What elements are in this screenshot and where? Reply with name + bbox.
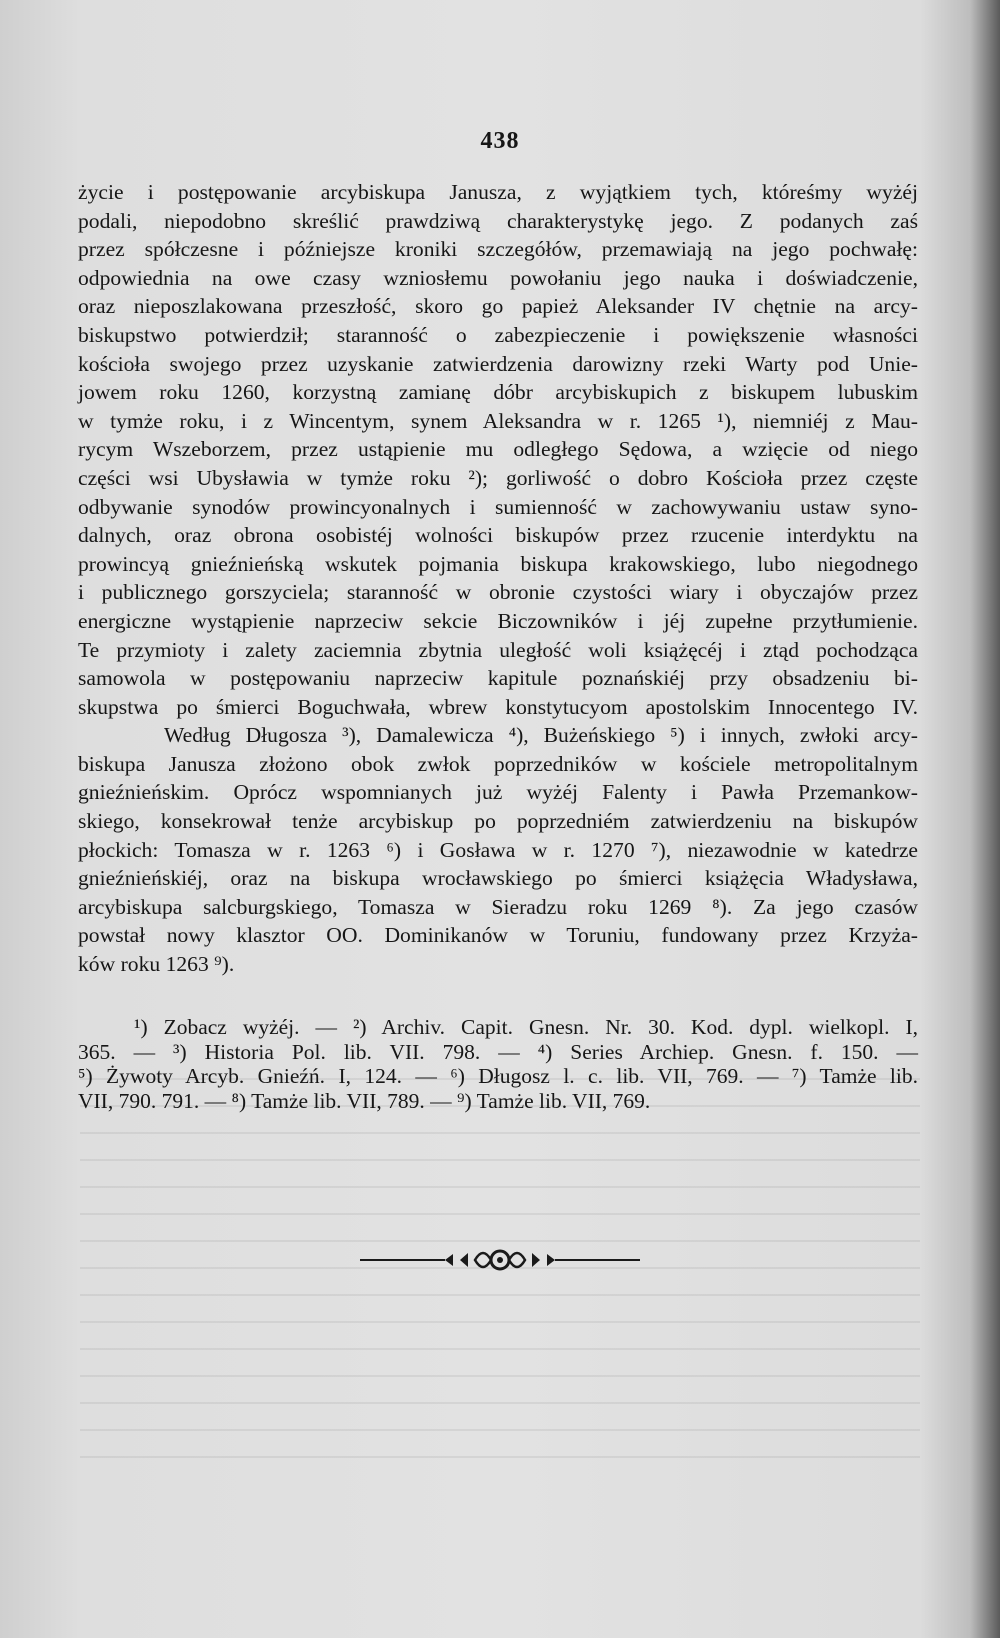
text-line: przez spółczesne i późniejsze kroniki szczegółów, przemawiają na jego pochwałę:: [78, 237, 918, 262]
text-line: podali, niepodobno skreślić prawdziwą charakterystykę jego. Z podanych zaś: [78, 208, 918, 233]
text-line: w tymże roku, i z Wincentym, synem Aleksandra w r. 1265 ¹), niemniéj z Mau-: [78, 408, 918, 433]
footnote-line: ⁵) Żywoty Arcyb. Gnieźń. I, 124. — ⁶) Długosz l. c. lib. VII, 769. — ⁷) Tamże lib.: [78, 1064, 918, 1088]
text-line: Według Długosza ³), Damalewicza ⁴), Bużeńskiego ⁵) i innych, zwłoki arcy-: [164, 723, 918, 748]
text-line: skupstwa po śmierci Boguchwała, wbrew konstytucyom apostolskim Innocentego IV.: [78, 694, 918, 719]
text-line: skiego, konsekrował tenże arcybiskup po poprzedniém zatwierdzeniu na biskupów: [78, 809, 918, 834]
text-line: biskupstwo potwierdził; staranność o zabezpieczenie i powiększenie własności: [78, 322, 918, 347]
footnote-line: VII, 790. 791. — ⁸) Tamże lib. VII, 789. — ⁹) Tamże lib. VII, 769.: [78, 1088, 651, 1113]
text-line: części wsi Ubysławia w tymże roku ²); gorliwość o dobro Kościoła przez częste: [78, 465, 918, 490]
text-line: życie i postępowanie arcybiskupa Janusza, z wyjątkiem tych, któreśmy wyżéj: [78, 180, 918, 204]
footnote-line: ¹) Zobacz wyżéj. — ²) Archiv. Capit. Gnesn. Nr. 30. Kod. dypl. wielkopl. I,: [134, 1015, 918, 1039]
page-number: 438: [480, 128, 520, 154]
text-line: powstał nowy klasztor OO. Dominikanów w Toruniu, fundowany przez Krzyża-: [78, 923, 918, 948]
text-line: dalnych, oraz obrona osobistéj wolności biskupów przez rzucenie interdyktu na: [78, 523, 918, 548]
text-line: kościoła swojego przez uzyskanie zatwierdzenia darowizny rzeki Warty pod Unie-: [78, 351, 918, 376]
text-line: biskupa Janusza złożono obok zwłok poprzedników w kościele metropolitalnym: [78, 751, 918, 776]
text-line: arcybiskupa salcburgskiego, Tomasza w Sieradzu roku 1269 ⁸). Za jego czasów: [78, 894, 918, 919]
text-line: samowola w postępowaniu naprzeciw kapitule poznańskiéj przy obsadzeniu bi-: [78, 666, 918, 691]
main-text: [78, 178, 918, 979]
text-line: energiczne wystąpienie naprzeciw sekcie Biczowników i jéj zupełne przytłumienie.: [78, 608, 918, 633]
text-line: Te przymioty i zalety zaciemnia zbytnia uległość woli książęcéj i ztąd pochodząca: [78, 637, 918, 662]
ornament-divider: [0, 1240, 1000, 1285]
text-line: rycym Wszeborzem, przez ustąpienie mu odległego Sędowa, a wzięcie od niego: [78, 437, 918, 462]
text-line: gnieźnieńskim. Oprócz wspomnianych już wyżéj Falenty i Pawła Przemankow-: [78, 780, 918, 805]
text-line: odpowiednia na owe czasy wzniosłemu powołaniu jego nauka i doświadczenie,: [78, 265, 918, 290]
text-line: odbywanie synodów prowincyonalnych i sumienność w zachowywaniu ustaw syno-: [78, 494, 918, 519]
footnotes: [78, 1015, 918, 1113]
text-line: prowincyą gnieźnieńską wskutek pojmania biskupa krakowskiego, lubo niegodnego: [78, 551, 918, 576]
footnote-line: 365. — ³) Historia Pol. lib. VII. 798. — ⁴) Series Archiep. Gnesn. f. 150. —: [78, 1039, 918, 1064]
ornament-icon: [350, 1240, 650, 1280]
text-line: ków roku 1263 ⁹).: [78, 952, 235, 977]
text-line: i publicznego gorszyciela; staranność w obronie czystości wiary i obyczajów przez: [78, 580, 918, 605]
text-line: oraz nieposzlakowana przeszłość, skoro go papież Aleksander IV chętnie na arcy-: [78, 294, 918, 319]
text-line: płockich: Tomasza w r. 1263 ⁶) i Gosława w r. 1270 ⁷), niezawodnie w katedrze: [78, 837, 918, 862]
text-line: jowem roku 1260, korzystną zamianę dóbr arcybiskupich z biskupem lubuskim: [78, 380, 918, 405]
text-line: gnieźnieńskiéj, oraz na biskupa wrocławskiego po śmierci książęcia Władysława,: [78, 866, 918, 891]
